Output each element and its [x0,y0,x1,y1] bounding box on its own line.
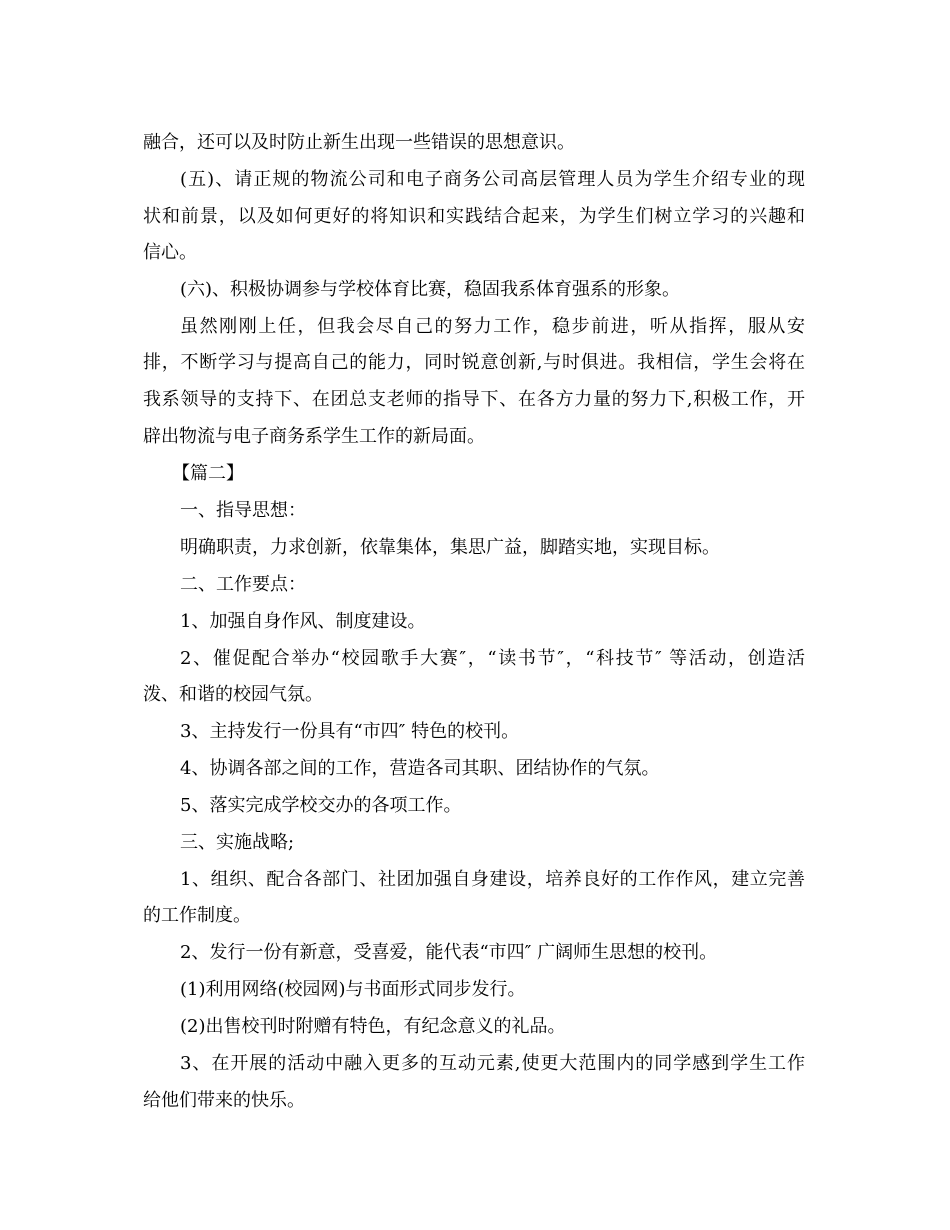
paragraph-line: 辟出物流与电子商务系学生工作的新局面。 [143,426,485,447]
list-item: 1、加强自身作风、制度建设。 [180,611,426,632]
paragraph-line: 信心。 [143,242,197,263]
section-heading: 【篇二】 [172,463,244,484]
paragraph-line: 排，不断学习与提高自己的能力，同时锐意创新,与时俱进。我相信，学生会将在 [143,352,805,373]
paragraph-line: 我系领导的支持下、在团总支老师的指导下、在各方力量的努力下,积极工作，开 [143,389,805,410]
paragraph-line: 明确职责，力求创新，依靠集体，集思广益，脚踏实地，实现目标。 [180,537,720,558]
paragraph-line: 状和前景，以及如何更好的将知识和实践结合起来，为学生们树立学习的兴趣和 [143,206,805,227]
list-item: (2)出售校刊时附赠有特色，有纪念意义的礼品。 [180,1016,566,1037]
list-item: (1)利用网络(校园网)与书面形式同步发行。 [180,979,526,1000]
paragraph-line: 虽然刚刚上任，但我会尽自己的努力工作，稳步前进，听从指挥，服从安 [180,316,805,337]
list-item: 给他们带来的快乐。 [143,1090,305,1111]
list-item: 4、协调各部之间的工作，营造各司其职、团结协作的气氛。 [180,758,660,779]
list-item: 3、主持发行一份具有“市四″ 特色的校刊。 [180,721,520,742]
list-item: 2、催促配合举办“校园歌手大赛″，“读书节″，“科技节″ 等活动，创造活 [180,648,805,669]
paragraph-line: (六)、积极协调参与学校体育比赛，稳固我系体育强系的形象。 [180,279,681,300]
paragraph-line: (五)、请正规的物流公司和电子商务公司高层管理人员为学生介绍专业的现 [180,169,805,190]
list-item: 1、组织、配合各部门、社团加强自身建设，培养良好的工作作风，建立完善 [180,869,805,890]
list-item: 2、发行一份有新意，受喜爱，能代表“市四″ 广阔师生思想的校刊。 [180,942,718,963]
paragraph-line: 融合，还可以及时防止新生出现一些错误的思想意识。 [143,132,575,153]
section-heading: 三、实施战略; [180,832,295,853]
list-item: 3、在开展的活动中融入更多的互动元素,使更大范围内的同学感到学生工作 [180,1053,805,1074]
list-item: 5、落实完成学校交办的各项工作。 [180,795,462,816]
section-heading: 二、工作要点： [180,574,306,595]
section-heading: 一、指导思想： [180,500,306,521]
list-item: 的工作制度。 [143,905,251,926]
list-item: 泼、和谐的校园气氛。 [143,684,323,705]
